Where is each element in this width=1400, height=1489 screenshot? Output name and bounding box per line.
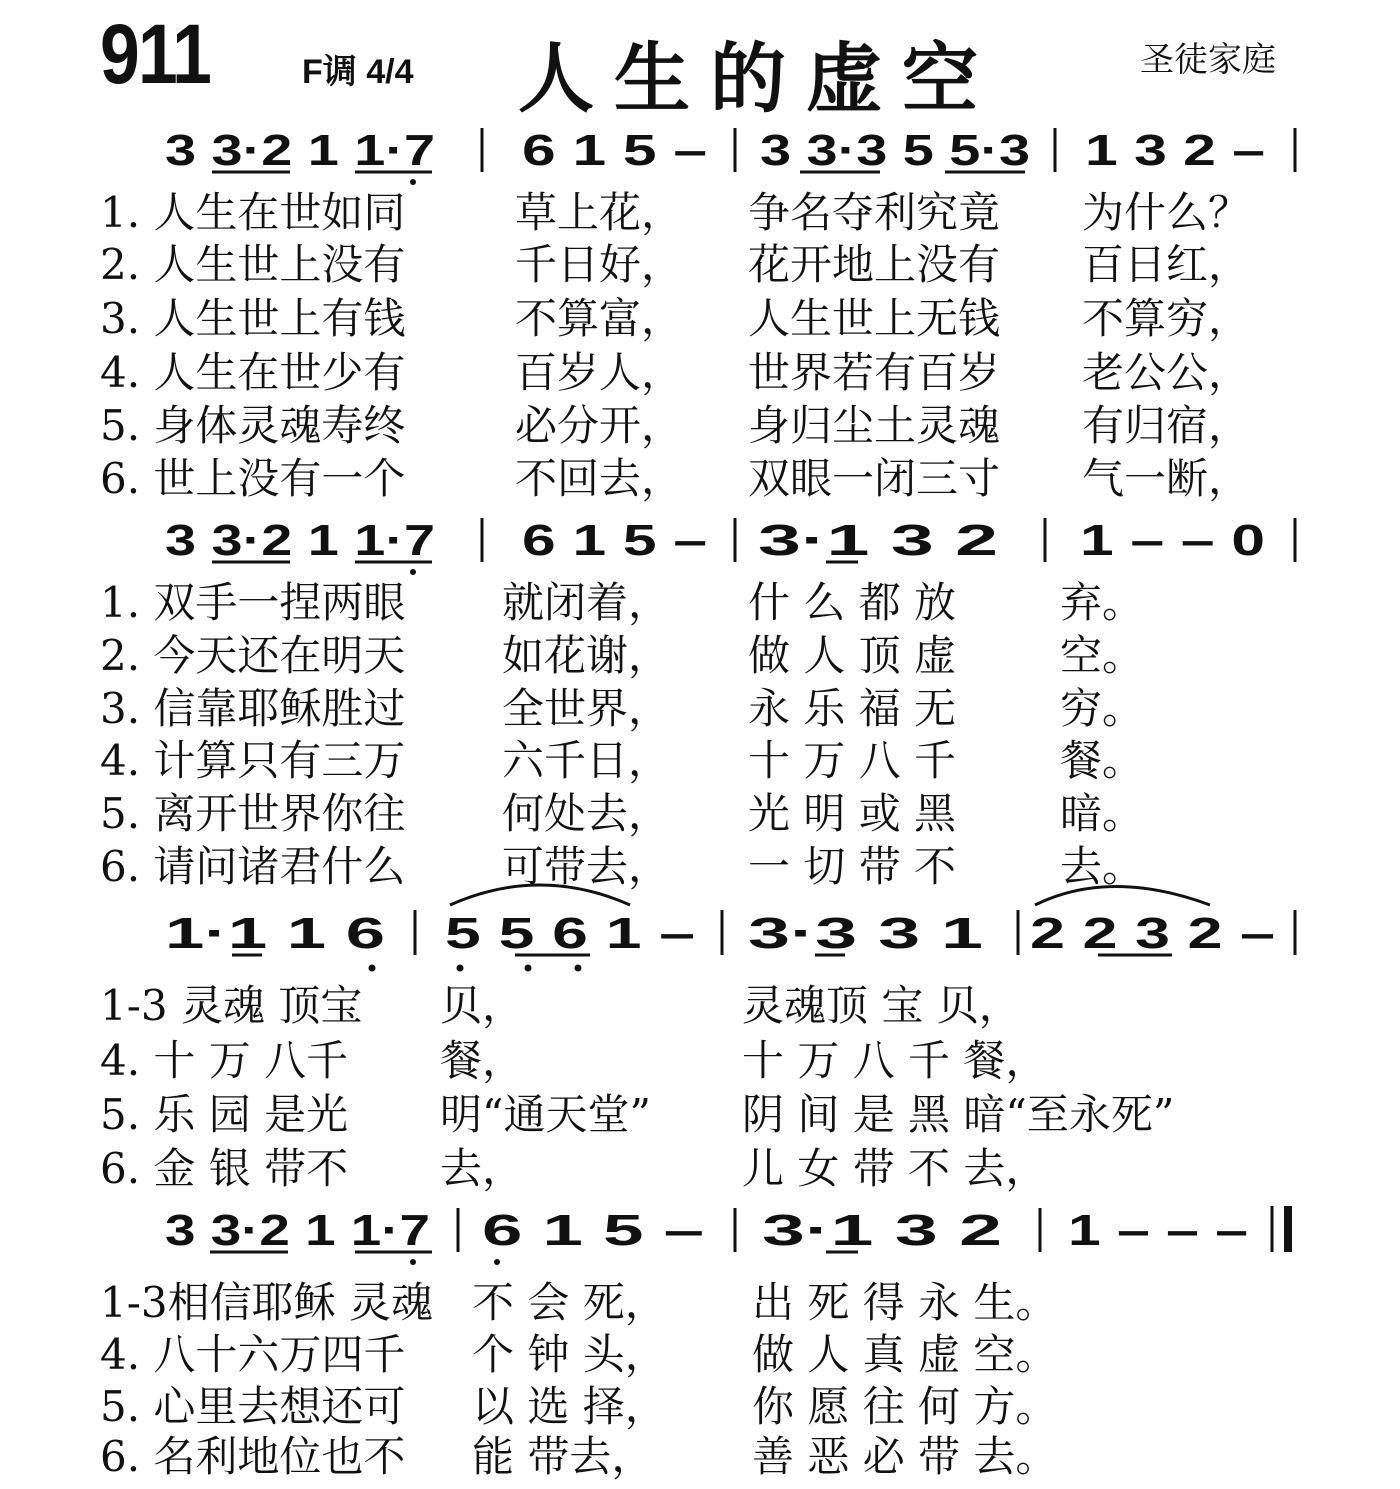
lyric-line: 暗。 bbox=[1060, 789, 1145, 838]
key-signature: F调 4/4 bbox=[302, 53, 414, 91]
lyric-line: 6. 请问诸君什么 bbox=[100, 842, 406, 891]
lyric-line: 有归宿， bbox=[1082, 401, 1251, 450]
lyric-line: 十 万 八 千 餐， bbox=[742, 1036, 1048, 1085]
measure-3: 3 3·3 5 5·3 bbox=[760, 126, 1030, 175]
lyric-line: 不算富， bbox=[515, 294, 684, 343]
measure-3: 3·1 3 2 bbox=[758, 516, 998, 565]
notation-line-3 bbox=[165, 885, 1295, 972]
lyric-line: 六千日， bbox=[502, 736, 671, 785]
lyric-line: 6. 名利地位也不 bbox=[100, 1432, 406, 1481]
lyric-line: 什 么 都 放 bbox=[748, 578, 957, 627]
lyric-line: 老公公， bbox=[1082, 348, 1251, 397]
measure-1: 3 3·2 1 1·7 bbox=[165, 516, 435, 565]
lyric-line: 3. 信靠耶稣胜过 bbox=[100, 684, 406, 733]
lyric-line: 争名夺利究竟 bbox=[748, 188, 1001, 237]
lyric-line: 5. 离开世界你往 bbox=[100, 789, 406, 838]
lyric-line: 6. 金 银 带不 bbox=[100, 1144, 349, 1193]
lyric-line: 去， bbox=[440, 1144, 525, 1193]
lyric-line: 1. 人生在世如同 bbox=[100, 188, 406, 237]
lyric-line: 3. 人生世上有钱 bbox=[100, 294, 406, 343]
lyric-line: 永 乐 福 无 bbox=[748, 684, 957, 733]
notation-line-2 bbox=[165, 516, 1295, 575]
measure-2: 6 1 5 – bbox=[482, 1206, 704, 1255]
lyric-line: 不算穷， bbox=[1082, 294, 1251, 343]
measure-1: 3 3·2 1 1·7 bbox=[165, 126, 435, 175]
lyric-line: 十 万 八 千 bbox=[748, 736, 957, 785]
lyric-line: 世界若有百岁 bbox=[748, 348, 1001, 397]
lyric-line: 如花谢， bbox=[502, 631, 671, 680]
measure-2: 6 1 5 – bbox=[522, 126, 707, 175]
lyric-line: 个 钟 头， bbox=[472, 1330, 667, 1379]
lyric-line: 就闭着， bbox=[502, 578, 671, 627]
lyric-line: 4. 八十六万四千 bbox=[100, 1330, 406, 1379]
song-title: 人生的虚空 bbox=[518, 34, 998, 123]
hymn-number: 911 bbox=[100, 7, 211, 101]
measure-4: 2 2 3 2 – bbox=[1030, 909, 1275, 958]
lyric-line: 不 会 死， bbox=[472, 1278, 667, 1327]
lyric-line: 2. 人生世上没有 bbox=[100, 240, 406, 289]
lyric-line: 1. 双手一捏两眼 bbox=[100, 578, 406, 627]
lyric-line: 出 死 得 永 生。 bbox=[752, 1278, 1058, 1327]
lyric-line: 明“通天堂” bbox=[440, 1090, 651, 1139]
lyric-line: 你 愿 往 何 方。 bbox=[752, 1382, 1058, 1431]
lyric-line: 做 人 顶 虚 bbox=[748, 631, 957, 680]
lyric-line: 善 恶 必 带 去。 bbox=[752, 1432, 1058, 1481]
lyric-line: 4. 人生在世少有 bbox=[100, 348, 406, 397]
lyric-line: 4. 计算只有三万 bbox=[100, 736, 406, 785]
lyric-line: 必分开， bbox=[515, 401, 684, 450]
lyric-line: 气一断， bbox=[1082, 454, 1251, 503]
lyric-line: 光 明 或 黑 bbox=[748, 789, 957, 838]
measure-4: 1 – – 0 bbox=[1080, 516, 1265, 565]
lyric-line: 一 切 带 不 bbox=[748, 842, 957, 891]
lyric-line: 1-3相信耶稣 灵魂 bbox=[100, 1278, 433, 1327]
measure-3: 3·1 3 2 bbox=[762, 1206, 1002, 1255]
lyric-line: 为什么？ bbox=[1082, 188, 1251, 237]
lyric-line: 穷。 bbox=[1060, 684, 1145, 733]
lyric-line: 双眼一闭三寸 bbox=[748, 454, 1001, 503]
lyric-line: 人生世上无钱 bbox=[748, 294, 1001, 343]
source-credit: 圣徒家庭 bbox=[1140, 40, 1276, 80]
lyric-line: 不回去， bbox=[515, 454, 684, 503]
notation-line-4 bbox=[165, 1206, 1288, 1265]
lyric-line: 可带去， bbox=[502, 842, 671, 891]
lyric-line: 灵魂顶 宝 贝， bbox=[742, 981, 1021, 1030]
lyric-line: 5. 乐 园 是光 bbox=[100, 1090, 349, 1139]
lyric-line: 2. 今天还在明天 bbox=[100, 631, 406, 680]
lyric-line: 花开地上没有 bbox=[748, 240, 1001, 289]
lyric-line: 百岁人， bbox=[515, 348, 684, 397]
measure-4: 1 3 2 – bbox=[1085, 126, 1265, 175]
lyric-line: 全世界， bbox=[502, 684, 671, 733]
lyric-line: 空。 bbox=[1060, 631, 1145, 680]
lyric-line: 6. 世上没有一个 bbox=[100, 454, 406, 503]
measure-2: 6 1 5 – bbox=[522, 516, 707, 565]
lyric-line: 1-3 灵魂 顶宝 bbox=[100, 981, 363, 1030]
lyric-line: 能 带去， bbox=[472, 1432, 654, 1481]
notation-line-1 bbox=[165, 126, 1295, 185]
measure-1: 3 3·2 1 1·7 bbox=[165, 1206, 430, 1255]
measure-3: 3·3 3 1 bbox=[748, 909, 983, 958]
lyric-line: 餐。 bbox=[1060, 736, 1145, 785]
lyric-line: 5. 身体灵魂寿终 bbox=[100, 401, 406, 450]
lyric-line: 餐， bbox=[440, 1036, 525, 1085]
measure-4: 1 – – – bbox=[1068, 1206, 1248, 1255]
measure-1: 1·1 1 6 bbox=[165, 909, 385, 958]
lyric-line: 千日好， bbox=[515, 240, 684, 289]
lyric-line: 去。 bbox=[1060, 842, 1145, 891]
lyric-line: 阴 间 是 黑 暗“至永死” bbox=[742, 1090, 1175, 1139]
lyric-line: 草上花， bbox=[515, 188, 684, 237]
lyric-line: 以 选 择， bbox=[472, 1382, 667, 1431]
lyric-line: 弃。 bbox=[1060, 578, 1145, 627]
lyric-line: 贝， bbox=[440, 981, 525, 1030]
lyric-line: 身归尘土灵魂 bbox=[748, 401, 1001, 450]
lyric-line: 何处去， bbox=[502, 789, 671, 838]
lyric-line: 儿 女 带 不 去， bbox=[742, 1144, 1048, 1193]
lyric-line: 做 人 真 虚 空。 bbox=[752, 1330, 1058, 1379]
measure-2: 5 5 6 1 – bbox=[445, 909, 695, 958]
lyric-line: 5. 心里去想还可 bbox=[100, 1382, 406, 1431]
lyric-line: 百日红， bbox=[1082, 240, 1251, 289]
lyric-line: 4. 十 万 八千 bbox=[100, 1036, 349, 1085]
